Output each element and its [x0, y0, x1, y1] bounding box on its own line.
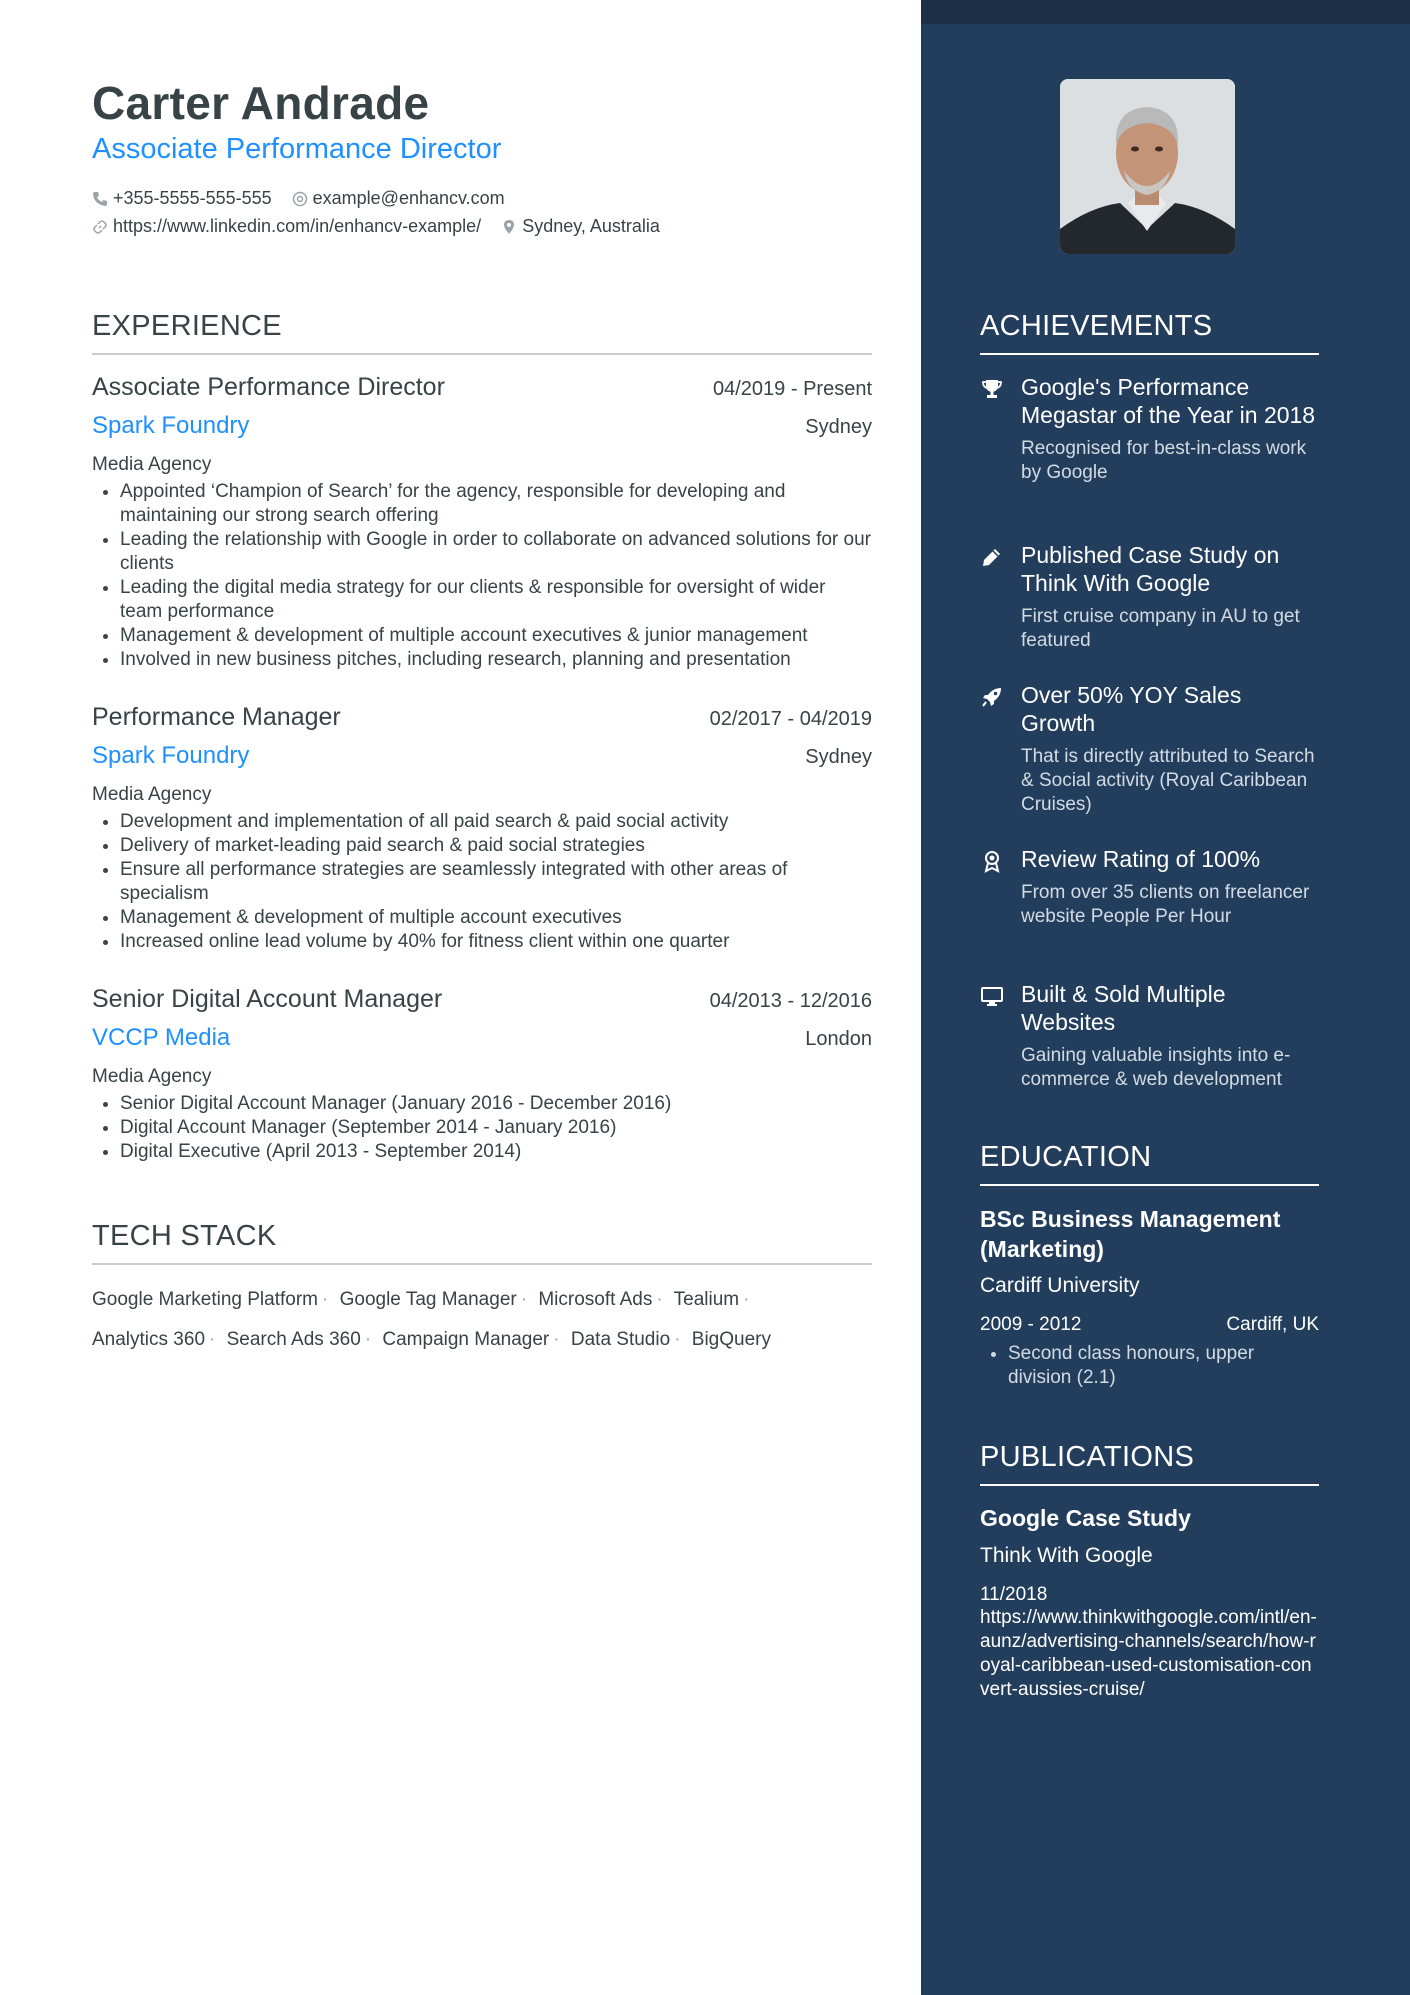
publication-entry: [980, 1505, 1319, 1702]
tech-item: Google Marketing Platform: [92, 1289, 318, 1310]
tech-item: BigQuery: [691, 1329, 771, 1350]
education-bullets: [980, 1342, 1319, 1390]
job-bullet: • Digital Executive (April 2013 - September 2014): [120, 1140, 872, 1164]
education-location: Cardiff, UK: [1226, 1314, 1319, 1335]
location-contact: [501, 216, 660, 237]
job-entry: [92, 703, 872, 954]
school-name: Cardiff University: [980, 1274, 1140, 1297]
education-dates: 2009 - 2012: [980, 1314, 1082, 1335]
achievement-item: [980, 980, 1319, 1092]
achievement-title: Built & Sold Multiple Websites: [1021, 981, 1226, 1035]
job-date: 04/2013 - 12/2016: [709, 990, 872, 1012]
achievement-title: Published Case Study on Think With Google: [1021, 542, 1280, 596]
job-bullet: • Senior Digital Account Manager (January 2016 - December 2016): [120, 1092, 872, 1116]
job-type: Media Agency: [92, 1066, 212, 1087]
contact-row-2: [92, 216, 680, 237]
tech-item: Search Ads 360: [226, 1329, 361, 1350]
contact-row-1: [92, 188, 525, 209]
sidebar-column: [921, 0, 1410, 1995]
job-title: Senior Digital Account Manager: [92, 985, 443, 1013]
job-bullet: • Digital Account Manager (September 2014 - January 2016): [120, 1116, 872, 1140]
job-bullet: • Leading the relationship with Google in order to collaborate on advanced solutions for our clients: [120, 528, 872, 576]
tech-item: Tealium: [673, 1289, 740, 1310]
email-address[interactable]: example@enhancv.com: [312, 188, 505, 208]
job-entry: [92, 373, 872, 672]
publication-url[interactable]: https://www.thinkwithgoogle.com/intl/en-aunz/advertising-channels/search/how-royal-caribbean-used-customisation-convert-aussies-cruise/: [980, 1607, 1317, 1700]
job-type: Media Agency: [92, 454, 212, 475]
tech-item: Campaign Manager: [382, 1329, 550, 1350]
award-icon: [980, 849, 1004, 873]
job-bullet: • Leading the digital media strategy for our clients & responsible for oversight of wider team performance: [120, 576, 872, 624]
job-company: VCCP Media: [92, 1024, 231, 1051]
at-icon: [292, 191, 308, 207]
achievement-desc: Recognised for best-in-class work by Google: [1021, 438, 1307, 483]
achievement-title: Google's Performance Megastar of the Year in 2018: [1021, 374, 1316, 428]
education-entry: [980, 1204, 1319, 1390]
phone-contact: [92, 188, 272, 209]
education-bullet: • Second class honours, upper division (2.1): [1008, 1342, 1319, 1390]
tech-item: Microsoft Ads: [538, 1289, 653, 1310]
trophy-icon: [980, 377, 1004, 401]
job-entry: [92, 985, 872, 1164]
monitor-icon: [980, 984, 1004, 1008]
job-bullets: [92, 1092, 872, 1164]
education-heading: EDUCATION: [980, 1141, 1319, 1186]
linkedin-url[interactable]: https://www.linkedin.com/in/enhancv-example/: [113, 216, 482, 236]
sidebar-top-band: [921, 0, 1410, 24]
candidate-name: Carter Andrade: [92, 77, 430, 129]
publications-heading: PUBLICATIONS: [980, 1441, 1319, 1486]
job-location: London: [805, 1028, 872, 1050]
linkedin-contact[interactable]: [92, 216, 481, 237]
job-type: Media Agency: [92, 784, 212, 805]
publication-org: Think With Google: [980, 1544, 1153, 1567]
publication-date: 11/2018: [980, 1584, 1048, 1605]
achievement-title: Over 50% YOY Sales Growth: [1021, 682, 1242, 736]
tech-item: Google Tag Manager: [339, 1289, 517, 1310]
job-bullets: [92, 810, 872, 954]
job-bullet: • Management & development of multiple account executives: [120, 906, 872, 930]
achievement-desc: From over 35 clients on freelancer website People Per Hour: [1021, 882, 1310, 927]
achievement-item: [980, 681, 1319, 817]
job-bullets: [92, 480, 872, 672]
tech-stack-heading: TECH STACK: [92, 1220, 872, 1265]
job-bullet: • Involved in new business pitches, including research, planning and presentation: [120, 648, 872, 672]
avatar: [1060, 79, 1235, 254]
achievement-item: [980, 541, 1319, 653]
publication-title: Google Case Study: [980, 1505, 1191, 1531]
email-contact[interactable]: [292, 188, 505, 209]
job-date: 02/2017 - 04/2019: [709, 708, 872, 730]
phone-number: +355-5555-555-555: [113, 188, 272, 208]
rocket-icon: [980, 685, 1004, 709]
tech-item: Analytics 360: [92, 1329, 206, 1350]
experience-heading: EXPERIENCE: [92, 310, 872, 355]
achievement-desc: Gaining valuable insights into e-commerce & web development: [1021, 1045, 1291, 1090]
job-bullet: • Delivery of market-leading paid search & paid social strategies: [120, 834, 872, 858]
achievement-desc: That is directly attributed to Search & Social activity (Royal Caribbean Cruises): [1021, 746, 1315, 815]
link-icon: [92, 219, 108, 235]
job-bullet: • Development and implementation of all paid search & paid social activity: [120, 810, 872, 834]
job-bullet: • Increased online lead volume by 40% for fitness client within one quarter: [120, 930, 872, 954]
job-bullet: • Management & development of multiple account executives & junior management: [120, 624, 872, 648]
achievement-desc: First cruise company in AU to get featured: [1021, 606, 1300, 651]
job-company: Spark Foundry: [92, 412, 250, 439]
achievement-item: [980, 373, 1319, 485]
achievement-title: Review Rating of 100%: [1021, 846, 1261, 872]
job-title: Associate Performance Director: [92, 373, 445, 401]
achievements-heading: ACHIEVEMENTS: [980, 310, 1319, 355]
tech-stack-list: Google Marketing Platform · Google Tag Manager · Microsoft Ads · Tealium · Analytics 360 · Search Ads 360 · Campaign Manager · Data Studio · BigQuery: [92, 1289, 771, 1350]
location-pin-icon: [501, 219, 517, 235]
job-title: Performance Manager: [92, 703, 341, 731]
tech-item: Data Studio: [570, 1329, 671, 1350]
job-location: Sydney: [805, 746, 872, 768]
degree-title: BSc Business Management (Marketing): [980, 1206, 1281, 1262]
job-bullet: • Appointed ‘Champion of Search’ for the agency, responsible for developing and maintaining our strong search offering: [120, 480, 872, 528]
job-date: 04/2019 - Present: [713, 378, 872, 400]
achievement-item: [980, 845, 1319, 929]
job-company: Spark Foundry: [92, 742, 250, 769]
job-bullet: • Ensure all performance strategies are seamlessly integrated with other areas of specialism: [120, 858, 872, 906]
phone-icon: [92, 191, 108, 207]
location-text: Sydney, Australia: [522, 216, 660, 236]
pencil-icon: [980, 545, 1004, 569]
job-location: Sydney: [805, 416, 872, 438]
candidate-title: Associate Performance Director: [92, 133, 502, 165]
